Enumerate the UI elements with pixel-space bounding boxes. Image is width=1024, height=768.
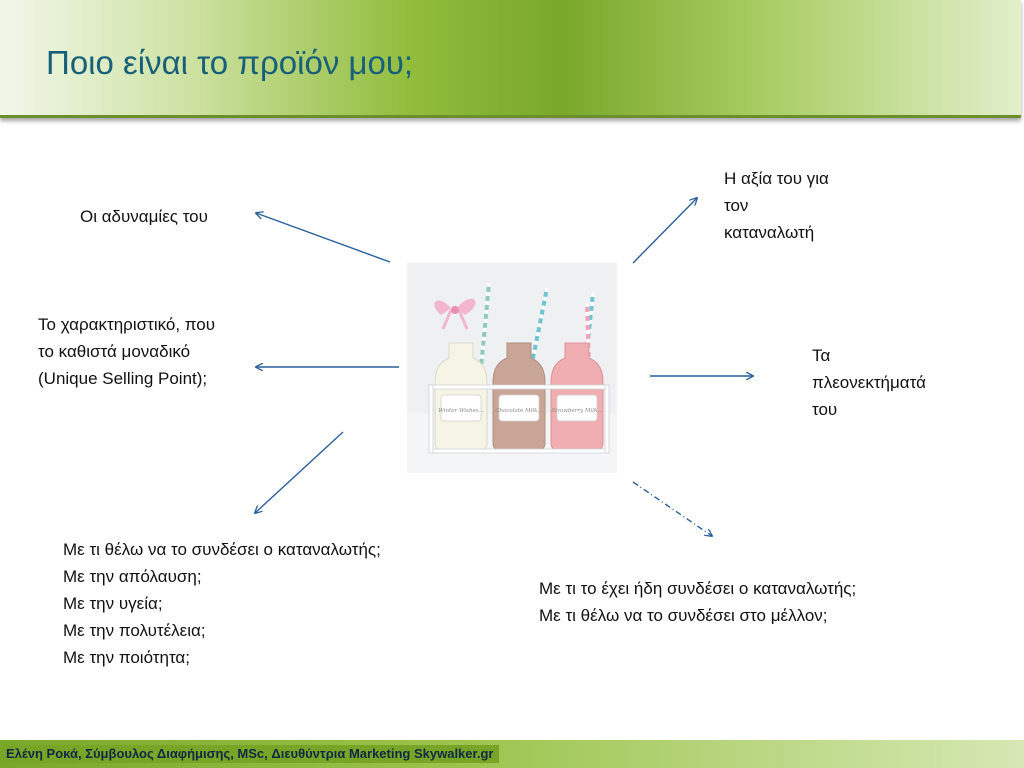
already-line-2: Με τι θέλω να το συνδέσει στο μέλλον;: [539, 606, 828, 625]
arrow-to-value: [633, 198, 697, 263]
advantages-line-1: Τα: [812, 346, 831, 365]
arrow-to-connect: [255, 432, 343, 513]
usp-line-1: Το χαρακτηριστικό, που: [38, 315, 216, 334]
milk-bottles-illustration: [407, 263, 617, 473]
bottle-label-3: Strawberry Milk...: [551, 408, 603, 414]
arrow-to-weaknesses: [256, 213, 390, 262]
bottle-label-2: Chocolate Milk...: [495, 408, 543, 414]
label-usp: [38, 311, 215, 392]
bottle-label-1: Winter Wishes...: [438, 408, 484, 414]
slide-title: Ποιο είναι το προϊόν μου;: [46, 44, 414, 81]
connect-line-1: Με τι θέλω να το συνδέσει ο καταναλωτής;: [63, 540, 381, 559]
value-line-2: τον: [724, 196, 749, 215]
value-line-1: Η αξία του για: [724, 169, 829, 188]
connect-line-4: Με την πολυτέλεια;: [63, 621, 206, 640]
product-photo: [407, 263, 617, 473]
connect-line-5: Με την ποιότητα;: [63, 648, 190, 667]
connect-line-3: Με την υγεία;: [63, 594, 163, 613]
connect-line-2: Με την απόλαυση;: [63, 567, 202, 586]
usp-line-2: το καθιστά μοναδικό: [38, 342, 191, 361]
already-line-1: Με τι το έχει ήδη συνδέσει ο καταναλωτής;: [539, 579, 857, 598]
usp-line-3: (Unique Selling Point);: [38, 369, 208, 388]
weaknesses-text: Οι αδυναμίες του: [80, 207, 208, 226]
footer-author: Ελένη Ροκά, Σύμβουλος Διαφήμισης, MSc, Διευθύντρια Marketing Skywalker.gr: [0, 745, 499, 763]
label-value: [724, 165, 829, 246]
label-advantages: [812, 342, 926, 423]
advantages-line-3: του: [812, 400, 838, 419]
arrow-to-already-connected: [633, 482, 712, 536]
advantages-line-2: πλεονεκτήματά: [812, 373, 926, 392]
label-connect: [63, 536, 381, 671]
footer-bar: [0, 740, 1024, 768]
value-line-3: καταναλωτή: [724, 223, 815, 242]
label-already-connected: [539, 575, 856, 629]
label-weaknesses: [80, 203, 208, 230]
